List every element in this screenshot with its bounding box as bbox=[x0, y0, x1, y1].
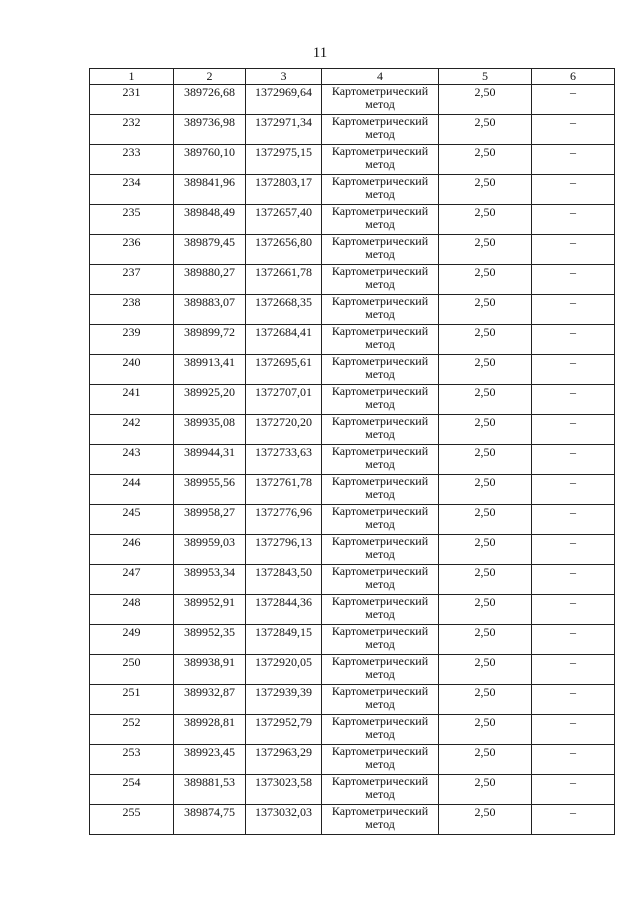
precision-value: 2,50 bbox=[439, 235, 532, 265]
method-line2: метод bbox=[365, 577, 395, 591]
method-line1: Картометрический bbox=[331, 114, 429, 128]
point-number: 242 bbox=[90, 415, 174, 445]
table-row bbox=[90, 235, 615, 265]
method-line2: метод bbox=[365, 97, 395, 111]
note-dash: – bbox=[532, 145, 615, 175]
precision-value: 2,50 bbox=[439, 805, 532, 835]
method-line1: Картометрический bbox=[331, 774, 429, 788]
method-cell bbox=[322, 415, 439, 445]
method-cell bbox=[322, 175, 439, 205]
method-line1: Картометрический bbox=[331, 714, 429, 728]
method-line1: Картометрический bbox=[331, 744, 429, 758]
table-row bbox=[90, 625, 615, 655]
table-row bbox=[90, 715, 615, 745]
table-row bbox=[90, 595, 615, 625]
coordinate-y: 1372843,50 bbox=[246, 565, 322, 595]
coordinate-x: 389848,49 bbox=[174, 205, 246, 235]
precision-value: 2,50 bbox=[439, 475, 532, 505]
table-row bbox=[90, 355, 615, 385]
point-number: 236 bbox=[90, 235, 174, 265]
coordinate-y: 1372684,41 bbox=[246, 325, 322, 355]
point-number: 254 bbox=[90, 775, 174, 805]
method-cell bbox=[322, 205, 439, 235]
method-line2: метод bbox=[365, 127, 395, 141]
coordinate-y: 1372803,17 bbox=[246, 175, 322, 205]
note-dash: – bbox=[532, 235, 615, 265]
precision-value: 2,50 bbox=[439, 595, 532, 625]
table-row bbox=[90, 565, 615, 595]
coordinate-x: 389923,45 bbox=[174, 745, 246, 775]
column-header: 4 bbox=[322, 69, 439, 85]
table-row bbox=[90, 325, 615, 355]
table-row bbox=[90, 445, 615, 475]
method-line1: Картометрический bbox=[331, 204, 429, 218]
column-header: 3 bbox=[246, 69, 322, 85]
method-cell bbox=[322, 85, 439, 115]
method-cell bbox=[322, 535, 439, 565]
method-line2: метод bbox=[365, 757, 395, 771]
note-dash: – bbox=[532, 475, 615, 505]
coordinate-x: 389952,35 bbox=[174, 625, 246, 655]
method-line1: Картометрический bbox=[331, 564, 429, 578]
table-row bbox=[90, 475, 615, 505]
note-dash: – bbox=[532, 445, 615, 475]
coordinate-x: 389935,08 bbox=[174, 415, 246, 445]
precision-value: 2,50 bbox=[439, 655, 532, 685]
method-line1: Картометрический bbox=[331, 144, 429, 158]
note-dash: – bbox=[532, 595, 615, 625]
coordinate-y: 1372668,35 bbox=[246, 295, 322, 325]
coordinate-x: 389938,91 bbox=[174, 655, 246, 685]
coordinate-x: 389841,96 bbox=[174, 175, 246, 205]
method-line2: метод bbox=[365, 157, 395, 171]
coordinate-y: 1372969,64 bbox=[246, 85, 322, 115]
column-header: 2 bbox=[174, 69, 246, 85]
precision-value: 2,50 bbox=[439, 445, 532, 475]
coordinate-y: 1372695,61 bbox=[246, 355, 322, 385]
method-cell bbox=[322, 505, 439, 535]
coordinate-y: 1372952,79 bbox=[246, 715, 322, 745]
note-dash: – bbox=[532, 805, 615, 835]
method-line1: Картометрический bbox=[331, 474, 429, 488]
point-number: 244 bbox=[90, 475, 174, 505]
table-row bbox=[90, 175, 615, 205]
table-row bbox=[90, 775, 615, 805]
column-header: 1 bbox=[90, 69, 174, 85]
table-row bbox=[90, 115, 615, 145]
coordinate-x: 389944,31 bbox=[174, 445, 246, 475]
table-row bbox=[90, 295, 615, 325]
method-line2: метод bbox=[365, 217, 395, 231]
table-header-row bbox=[90, 69, 615, 85]
method-line2: метод bbox=[365, 517, 395, 531]
coordinate-y: 1372971,34 bbox=[246, 115, 322, 145]
method-cell bbox=[322, 775, 439, 805]
precision-value: 2,50 bbox=[439, 85, 532, 115]
method-line1: Картометрический bbox=[331, 384, 429, 398]
coordinate-y: 1372761,78 bbox=[246, 475, 322, 505]
method-line1: Картометрический bbox=[331, 264, 429, 278]
coordinate-y: 1372657,40 bbox=[246, 205, 322, 235]
coordinate-x: 389881,53 bbox=[174, 775, 246, 805]
coordinate-y: 1372776,96 bbox=[246, 505, 322, 535]
method-line1: Картометрический bbox=[331, 174, 429, 188]
note-dash: – bbox=[532, 205, 615, 235]
note-dash: – bbox=[532, 505, 615, 535]
method-cell bbox=[322, 685, 439, 715]
method-line2: метод bbox=[365, 637, 395, 651]
table-row bbox=[90, 505, 615, 535]
table-row bbox=[90, 385, 615, 415]
method-line1: Картометрический bbox=[331, 354, 429, 368]
coordinate-y: 1372844,36 bbox=[246, 595, 322, 625]
column-header: 6 bbox=[532, 69, 615, 85]
method-line2: метод bbox=[365, 307, 395, 321]
coordinates-table bbox=[89, 68, 615, 835]
precision-value: 2,50 bbox=[439, 145, 532, 175]
note-dash: – bbox=[532, 565, 615, 595]
coordinate-y: 1373032,03 bbox=[246, 805, 322, 835]
precision-value: 2,50 bbox=[439, 355, 532, 385]
precision-value: 2,50 bbox=[439, 505, 532, 535]
method-line1: Картометрический bbox=[331, 654, 429, 668]
method-line2: метод bbox=[365, 367, 395, 381]
table-row bbox=[90, 415, 615, 445]
table-row bbox=[90, 805, 615, 835]
note-dash: – bbox=[532, 625, 615, 655]
coordinate-y: 1372975,15 bbox=[246, 145, 322, 175]
point-number: 247 bbox=[90, 565, 174, 595]
method-cell bbox=[322, 565, 439, 595]
method-line2: метод bbox=[365, 457, 395, 471]
method-cell bbox=[322, 385, 439, 415]
precision-value: 2,50 bbox=[439, 745, 532, 775]
precision-value: 2,50 bbox=[439, 205, 532, 235]
point-number: 237 bbox=[90, 265, 174, 295]
point-number: 240 bbox=[90, 355, 174, 385]
point-number: 243 bbox=[90, 445, 174, 475]
method-line2: метод bbox=[365, 607, 395, 621]
note-dash: – bbox=[532, 175, 615, 205]
method-line1: Картометрический bbox=[331, 444, 429, 458]
point-number: 233 bbox=[90, 145, 174, 175]
method-cell bbox=[322, 745, 439, 775]
method-line1: Картометрический bbox=[331, 324, 429, 338]
method-line2: метод bbox=[365, 427, 395, 441]
note-dash: – bbox=[532, 385, 615, 415]
method-line1: Картометрический bbox=[331, 84, 429, 98]
coordinate-x: 389932,87 bbox=[174, 685, 246, 715]
coordinate-x: 389952,91 bbox=[174, 595, 246, 625]
method-line2: метод bbox=[365, 187, 395, 201]
method-line2: метод bbox=[365, 697, 395, 711]
precision-value: 2,50 bbox=[439, 115, 532, 145]
point-number: 249 bbox=[90, 625, 174, 655]
method-line2: метод bbox=[365, 787, 395, 801]
method-cell bbox=[322, 805, 439, 835]
table-row bbox=[90, 685, 615, 715]
method-cell bbox=[322, 715, 439, 745]
note-dash: – bbox=[532, 775, 615, 805]
coordinate-x: 389879,45 bbox=[174, 235, 246, 265]
coordinate-y: 1372661,78 bbox=[246, 265, 322, 295]
coordinate-x: 389958,27 bbox=[174, 505, 246, 535]
coordinate-y: 1372939,39 bbox=[246, 685, 322, 715]
method-line1: Картометрический bbox=[331, 594, 429, 608]
method-line2: метод bbox=[365, 817, 395, 831]
precision-value: 2,50 bbox=[439, 385, 532, 415]
method-cell bbox=[322, 655, 439, 685]
coordinate-x: 389880,27 bbox=[174, 265, 246, 295]
note-dash: – bbox=[532, 325, 615, 355]
note-dash: – bbox=[532, 535, 615, 565]
method-line1: Картометрический bbox=[331, 504, 429, 518]
method-line2: метод bbox=[365, 727, 395, 741]
method-cell bbox=[322, 325, 439, 355]
method-line1: Картометрический bbox=[331, 534, 429, 548]
method-line1: Картометрический bbox=[331, 684, 429, 698]
point-number: 253 bbox=[90, 745, 174, 775]
method-cell bbox=[322, 295, 439, 325]
coordinate-y: 1372963,29 bbox=[246, 745, 322, 775]
note-dash: – bbox=[532, 745, 615, 775]
note-dash: – bbox=[532, 115, 615, 145]
coordinate-y: 1372733,63 bbox=[246, 445, 322, 475]
table-row bbox=[90, 205, 615, 235]
coordinate-x: 389899,72 bbox=[174, 325, 246, 355]
method-cell bbox=[322, 445, 439, 475]
method-line1: Картометрический bbox=[331, 294, 429, 308]
point-number: 239 bbox=[90, 325, 174, 355]
table-row bbox=[90, 745, 615, 775]
point-number: 238 bbox=[90, 295, 174, 325]
precision-value: 2,50 bbox=[439, 565, 532, 595]
coordinate-y: 1372656,80 bbox=[246, 235, 322, 265]
precision-value: 2,50 bbox=[439, 295, 532, 325]
method-cell bbox=[322, 475, 439, 505]
method-cell bbox=[322, 145, 439, 175]
method-cell bbox=[322, 355, 439, 385]
page-number: 11 bbox=[312, 45, 328, 61]
method-cell bbox=[322, 265, 439, 295]
coordinate-y: 1372849,15 bbox=[246, 625, 322, 655]
note-dash: – bbox=[532, 685, 615, 715]
method-line1: Картометрический bbox=[331, 624, 429, 638]
method-line2: метод bbox=[365, 487, 395, 501]
coordinate-x: 389726,68 bbox=[174, 85, 246, 115]
point-number: 255 bbox=[90, 805, 174, 835]
precision-value: 2,50 bbox=[439, 175, 532, 205]
method-line1: Картометрический bbox=[331, 234, 429, 248]
method-line1: Картометрический bbox=[331, 804, 429, 818]
method-line2: метод bbox=[365, 397, 395, 411]
method-cell bbox=[322, 595, 439, 625]
precision-value: 2,50 bbox=[439, 685, 532, 715]
coordinate-x: 389913,41 bbox=[174, 355, 246, 385]
point-number: 250 bbox=[90, 655, 174, 685]
precision-value: 2,50 bbox=[439, 625, 532, 655]
table-row bbox=[90, 85, 615, 115]
coordinate-x: 389953,34 bbox=[174, 565, 246, 595]
method-cell bbox=[322, 115, 439, 145]
point-number: 232 bbox=[90, 115, 174, 145]
column-header: 5 bbox=[439, 69, 532, 85]
coordinate-y: 1372920,05 bbox=[246, 655, 322, 685]
method-line1: Картометрический bbox=[331, 414, 429, 428]
point-number: 234 bbox=[90, 175, 174, 205]
table-row bbox=[90, 655, 615, 685]
coordinate-x: 389955,56 bbox=[174, 475, 246, 505]
table-row bbox=[90, 535, 615, 565]
coordinate-x: 389874,75 bbox=[174, 805, 246, 835]
point-number: 231 bbox=[90, 85, 174, 115]
coordinate-x: 389760,10 bbox=[174, 145, 246, 175]
note-dash: – bbox=[532, 85, 615, 115]
method-line2: метод bbox=[365, 337, 395, 351]
coordinate-x: 389736,98 bbox=[174, 115, 246, 145]
point-number: 245 bbox=[90, 505, 174, 535]
point-number: 252 bbox=[90, 715, 174, 745]
precision-value: 2,50 bbox=[439, 535, 532, 565]
precision-value: 2,50 bbox=[439, 415, 532, 445]
note-dash: – bbox=[532, 355, 615, 385]
note-dash: – bbox=[532, 655, 615, 685]
method-cell bbox=[322, 235, 439, 265]
point-number: 251 bbox=[90, 685, 174, 715]
coordinate-x: 389883,07 bbox=[174, 295, 246, 325]
coordinate-y: 1373023,58 bbox=[246, 775, 322, 805]
precision-value: 2,50 bbox=[439, 265, 532, 295]
note-dash: – bbox=[532, 295, 615, 325]
method-line2: метод bbox=[365, 547, 395, 561]
coordinate-x: 389959,03 bbox=[174, 535, 246, 565]
table-row bbox=[90, 265, 615, 295]
table-row bbox=[90, 145, 615, 175]
point-number: 246 bbox=[90, 535, 174, 565]
coordinate-y: 1372796,13 bbox=[246, 535, 322, 565]
note-dash: – bbox=[532, 415, 615, 445]
point-number: 235 bbox=[90, 205, 174, 235]
point-number: 241 bbox=[90, 385, 174, 415]
method-line2: метод bbox=[365, 667, 395, 681]
note-dash: – bbox=[532, 265, 615, 295]
coordinate-y: 1372720,20 bbox=[246, 415, 322, 445]
note-dash: – bbox=[532, 715, 615, 745]
coordinate-x: 389928,81 bbox=[174, 715, 246, 745]
method-line2: метод bbox=[365, 277, 395, 291]
method-line2: метод bbox=[365, 247, 395, 261]
coordinate-x: 389925,20 bbox=[174, 385, 246, 415]
point-number: 248 bbox=[90, 595, 174, 625]
coordinate-y: 1372707,01 bbox=[246, 385, 322, 415]
precision-value: 2,50 bbox=[439, 775, 532, 805]
precision-value: 2,50 bbox=[439, 325, 532, 355]
precision-value: 2,50 bbox=[439, 715, 532, 745]
method-cell bbox=[322, 625, 439, 655]
